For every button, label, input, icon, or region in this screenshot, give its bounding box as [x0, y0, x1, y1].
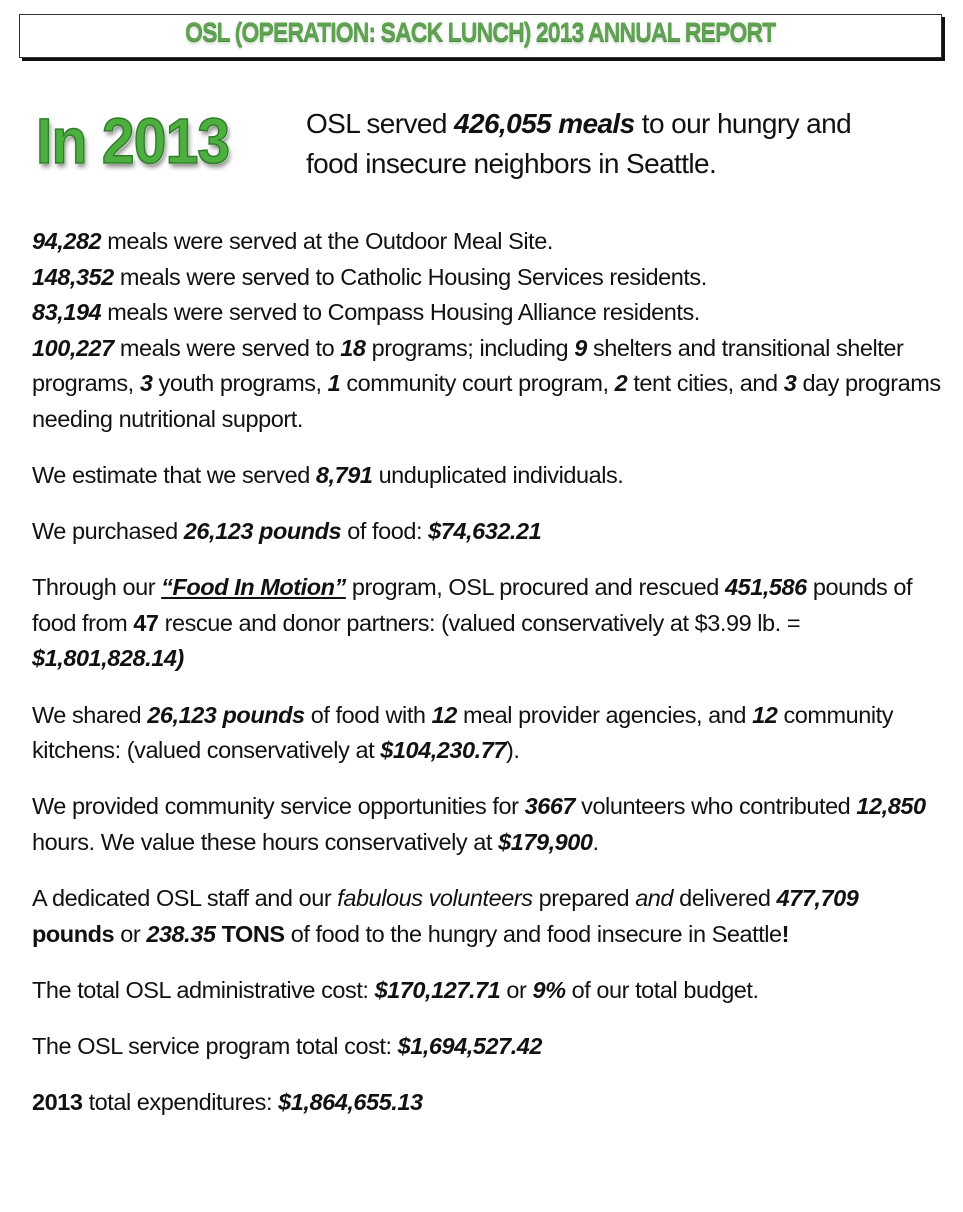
volunteer-hours-value: $179,900 [498, 828, 593, 855]
text: meal provider agencies, and [456, 701, 753, 728]
report-body [32, 224, 942, 1120]
kitchens-count: 12 [752, 701, 778, 728]
rescued-value: $1,801,828.14) [32, 645, 184, 672]
meals-outdoor [32, 224, 942, 260]
text: community court program, [340, 370, 615, 397]
hero-summary [32, 100, 932, 190]
text: of food to the hungry and food insecure in Seattle [284, 920, 782, 947]
text: unduplicated individuals. [372, 462, 624, 489]
shared-pounds: 26,123 pounds [147, 701, 305, 728]
meals-compass-text: meals were served to Compass Housing Alliance residents. [101, 299, 700, 326]
text: meals were served to [113, 334, 341, 361]
admin-cost [32, 973, 942, 1009]
text: We estimate that we served [32, 462, 316, 489]
text: day programs needing nutritional support. [32, 370, 941, 432]
text: prepared [532, 884, 636, 911]
text: of our total budget. [565, 976, 759, 1003]
shared-value: $104,230.77 [380, 737, 506, 764]
text: total expenditures: [82, 1088, 279, 1115]
meals-outdoor-count: 94,282 [32, 228, 102, 254]
text: program, OSL procured and rescued [345, 574, 725, 601]
food-purchased [32, 514, 942, 550]
meals-catholic-text: meals were served to Catholic Housing Services residents. [113, 263, 707, 290]
program-cost [32, 1029, 942, 1065]
meals-programs [32, 331, 942, 438]
food-shared [32, 698, 942, 769]
admin-cost-percent: 9% [532, 976, 566, 1003]
exclamation: ! [781, 920, 790, 947]
text: We shared [32, 701, 148, 728]
text: programs; including [365, 334, 575, 361]
report-title: OSL (OPERATION: SACK LUNCH) 2013 ANNUAL REPORT [185, 17, 776, 47]
text: The OSL service program total cost: [32, 1032, 398, 1059]
volunteer-hours: 12,850 [856, 793, 926, 820]
text: Through our [32, 574, 162, 601]
admin-cost-value: $170,127.71 [374, 976, 501, 1003]
court-programs-count: 1 [327, 370, 341, 397]
meals-catholic [32, 260, 942, 296]
programs-count: 18 [340, 334, 366, 361]
volunteers-count: 3667 [524, 793, 576, 820]
meals-breakdown [32, 224, 942, 438]
text: youth programs, [152, 370, 328, 397]
individuals-count: 8,791 [315, 462, 373, 489]
tent-cities-count: 2 [614, 370, 628, 397]
meals-compass-count: 83,194 [32, 299, 102, 326]
hero-statement [306, 104, 906, 184]
text: We purchased [32, 518, 184, 545]
text: ). [505, 737, 520, 764]
total-expenditures [32, 1085, 942, 1121]
meals-outdoor-text: meals were served at the Outdoor Meal Site. [101, 228, 553, 254]
text: of food with [304, 701, 432, 728]
purchased-cost: $74,632.21 [428, 518, 542, 545]
text: A dedicated OSL staff and our [32, 884, 338, 911]
text: pounds of food from [32, 574, 913, 636]
fabulous-volunteers: fabulous volunteers [337, 884, 533, 911]
meals-programs-count: 100,227 [32, 334, 114, 361]
year-heading: In 2013 [36, 105, 230, 177]
shelters-count: 9 [574, 334, 587, 361]
partners-count: 47 [133, 609, 159, 636]
tons-label: TONS [215, 920, 285, 947]
meals-total: 426,055 meals [454, 108, 635, 139]
program-cost-value: $1,694,527.42 [397, 1032, 543, 1059]
text: of food: [341, 518, 429, 545]
text: tent cities, and [627, 370, 784, 397]
individuals-served [32, 458, 942, 494]
hero-text-prefix: OSL served [306, 108, 454, 139]
volunteer-service [32, 789, 942, 860]
purchased-pounds: 26,123 pounds [183, 518, 342, 545]
text: or [114, 920, 147, 947]
expenditures-year: 2013 [32, 1088, 83, 1115]
text: The total OSL administrative cost: [32, 976, 375, 1003]
and-emphasis: and [635, 884, 674, 911]
meals-catholic-count: 148,352 [32, 263, 114, 290]
food-delivered [32, 881, 942, 952]
total-expenditures-value: $1,864,655.13 [278, 1088, 423, 1115]
food-in-motion [32, 570, 942, 677]
hero-text-suffix: to our hungry and food insecure neighbors in Seattle. [306, 108, 852, 179]
text: community kitchens: (valued conservatively at [32, 701, 893, 764]
delivered-pounds: 477,709 [776, 884, 859, 911]
text: We provided community service opportunities for [32, 793, 525, 820]
pounds-label: pounds [32, 920, 115, 947]
meals-compass [32, 295, 942, 331]
agencies-count: 12 [431, 701, 457, 728]
text: rescue and donor partners: (valued conservatively at $3.99 lb. = [158, 609, 801, 636]
report-title-banner [19, 14, 942, 58]
rescued-pounds: 451,586 [724, 574, 807, 601]
text: shelters and transitional shelter programs, [32, 334, 904, 397]
day-programs-count: 3 [783, 370, 797, 397]
text: delivered [673, 884, 777, 911]
text: or [500, 976, 533, 1003]
food-in-motion-program-name: “Food In Motion” [161, 574, 346, 601]
delivered-tons: 238.35 [146, 920, 216, 947]
text: volunteers who contributed [575, 793, 857, 820]
text: . [592, 828, 599, 855]
youth-programs-count: 3 [139, 370, 153, 397]
text: hours. We value these hours conservatively at [32, 828, 499, 855]
